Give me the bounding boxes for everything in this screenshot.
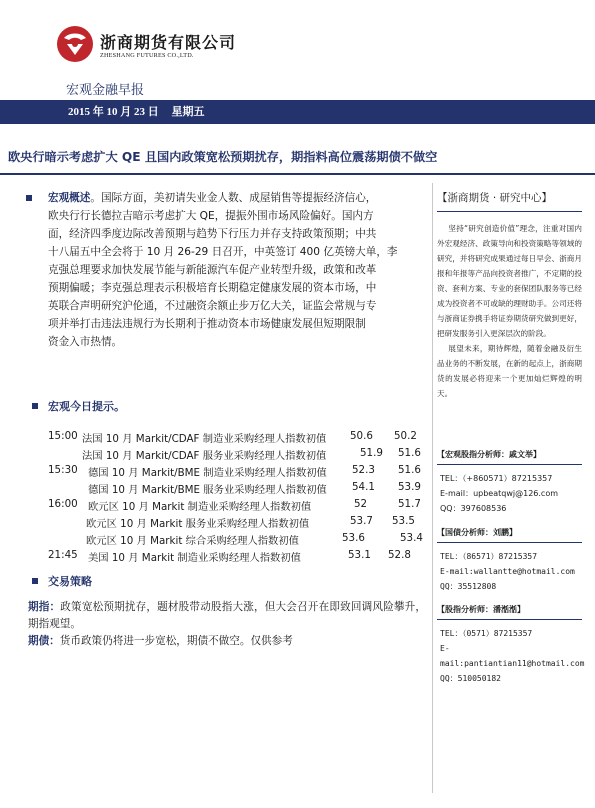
strategy-text <box>28 599 426 650</box>
tip-forecast: 51.6 <box>398 447 421 459</box>
company-name-en: ZHESHANG FUTURES CO.,LTD. <box>100 52 194 59</box>
overview-line: 英联合声明研究沪伦通，不过融资余额止步万亿大关，证监会常规与专 <box>48 300 377 312</box>
tip-time: 15:00 <box>48 430 78 442</box>
tip-time: 16:00 <box>48 498 78 510</box>
analyst-tel: TEL：（0571）87215357 <box>440 629 533 638</box>
tip-prev: 54.1 <box>352 481 375 493</box>
analyst-name: 【国债分析师：刘鹏】 <box>437 527 582 543</box>
index-label: 期指： <box>28 601 61 613</box>
analyst-card <box>437 527 582 594</box>
sidebar-paragraph: 展望未来，期待辉煌，随着金融及衍生品业务的不断发展，在新的起点上，浙商期货的发展必将迎来一个更加灿烂辉煌的明天。 <box>437 344 582 398</box>
tip-forecast: 51.7 <box>398 498 421 510</box>
overview-line: 十八届五中全会将于 10 月 26-29 日召开，中英签订 400 亿英镑大单，李 <box>48 246 398 258</box>
overview-line: 预期偏暖；李克强总理表示积极培育长期稳定健康发展的资本市场，中 <box>48 282 377 294</box>
tip-forecast: 51.6 <box>398 464 421 476</box>
index-strategy: 政策宽松预期扰存，题材股带动股指大涨，但大会召开在即致回调风险攀升，期指观望。 <box>28 601 427 630</box>
tip-prev: 52 <box>354 498 368 510</box>
overview-line: 项并举打击违法违规行为长期利于推动资本市场健康发展但短期限制 <box>48 318 366 330</box>
tip-prev: 50.6 <box>350 430 373 442</box>
macro-overview-section <box>28 189 426 351</box>
overview-line: 欧央行行长德拉吉暗示考虑扩大 QE，提振外围市场风险偏好。国内方 <box>48 210 374 222</box>
bond-label: 期债： <box>28 635 60 647</box>
tip-event: 欧元区 10 月 Markit 服务业采购经理人指数初值 <box>86 518 310 530</box>
overview-line: 资金入市热情。 <box>48 336 123 348</box>
report-weekday: 星期五 <box>171 106 205 118</box>
tip-prev: 51.9 <box>360 447 383 459</box>
tip-prev: 53.6 <box>342 532 365 544</box>
sidebar-text <box>437 221 582 401</box>
analyst-email[interactable]: E-mail：upbeatqwj@126.com <box>440 489 559 498</box>
tip-prev: 53.7 <box>350 515 373 527</box>
company-logo-icon <box>55 24 95 64</box>
tip-event: 欧元区 10 月 Markit 制造业采购经理人指数初值 <box>88 501 312 513</box>
analyst-qq: QQ：510050182 <box>440 674 501 683</box>
analyst-qq: QQ：35512808 <box>440 582 497 591</box>
overview-line: 克强总理要求加快发展节能与新能源汽车促产业转型升级，政策和改革 <box>48 264 377 276</box>
analyst-tel: TEL：（86571）87215357 <box>440 552 538 561</box>
bond-strategy: 货币政策仍将进一步宽松，期债不做空。仅供参考 <box>59 635 293 647</box>
overview-line: 面，经济四季度边际改善预期与趋势下行压力并存支持政策预期；中共 <box>48 228 377 240</box>
headline: 欧央行暗示考虑扩大 QE 且国内政策宽松预期扰存，期指料高位震荡期债不做空 <box>8 150 438 164</box>
headline-rule <box>0 173 595 175</box>
tip-event: 美国 10 月 Markit 制造业采购经理人指数初值 <box>88 552 301 564</box>
section-bullet-icon <box>26 195 32 201</box>
analyst-card <box>437 604 585 686</box>
sidebar-rule <box>437 211 582 212</box>
date-bar <box>0 100 595 124</box>
analyst-tel: TEL：（+860571）87215357 <box>440 474 553 483</box>
company-name-cn: 浙商期货有限公司 <box>100 33 237 52</box>
overview-line: 。国际方面，美初请失业金人数、成屋销售等提振经济信心， <box>90 192 377 204</box>
tip-prev: 53.1 <box>348 549 371 561</box>
tip-event: 德国 10 月 Markit/BME 制造业采购经理人指数初值 <box>88 467 327 479</box>
tip-time: 21:45 <box>48 549 78 561</box>
report-type: 宏观金融早报 <box>66 83 145 98</box>
tip-forecast: 52.8 <box>388 549 411 561</box>
overview-label: 宏观概述 <box>48 192 91 204</box>
analyst-email[interactable]: E-mail:wallantte@hotmail.com <box>440 567 575 576</box>
tip-event: 法国 10 月 Markit/CDAF 制造业采购经理人指数初值 <box>82 433 327 445</box>
section-bullet-icon <box>32 403 38 409</box>
tips-title: 宏观今日提示 <box>48 400 114 413</box>
tip-forecast: 50.2 <box>394 430 417 442</box>
column-divider <box>432 183 433 793</box>
tip-event: 德国 10 月 Markit/BME 服务业采购经理人指数初值 <box>88 484 327 496</box>
analyst-card <box>437 449 582 516</box>
tip-event: 法国 10 月 Markit/CDAF 服务业采购经理人指数初值 <box>82 450 327 462</box>
analyst-qq: QQ：397608536 <box>440 504 507 513</box>
section-bullet-icon <box>32 578 38 584</box>
tips-section-title: 宏观今日提示 。 <box>28 398 125 414</box>
tip-forecast: 53.9 <box>398 481 421 493</box>
tip-event: 欧元区 10 月 Markit 综合采购经理人指数初值 <box>86 535 299 547</box>
strategy-title: 交易策略 <box>48 575 92 588</box>
tip-forecast: 53.5 <box>392 515 415 527</box>
strategy-section-title <box>28 573 92 589</box>
sidebar-title: 【浙商期货 · 研究中心】 <box>437 192 553 204</box>
tip-time: 15:30 <box>48 464 78 476</box>
sidebar-paragraph: 坚持“研究创造价值”理念，注重对国内外宏观经济、政策导向和投资策略等领域的研究，并将研究成果通过每日早会、浙商月报和年报等产品向投资者推广，不定期的投资、套利方案、专业的套保团队服务等已经成为投资者不可或缺的理财助手。公司还将与浙商证券携手将证券期货研究做到更好，把研发服务引入更深层次的阶段。 <box>437 224 582 338</box>
analyst-name: 【股指分析师：潘湉湉】 <box>437 604 582 620</box>
report-date: 2015 年 10 月 23 日 <box>68 106 159 118</box>
tip-forecast: 53.4 <box>400 532 423 544</box>
analyst-name: 【宏观股指分析师：戚文举】 <box>437 449 582 465</box>
tip-prev: 52.3 <box>352 464 375 476</box>
research-center-sidebar <box>437 190 582 401</box>
analyst-email[interactable]: E-mail:pantiantian11@hotmail.com <box>440 644 585 668</box>
